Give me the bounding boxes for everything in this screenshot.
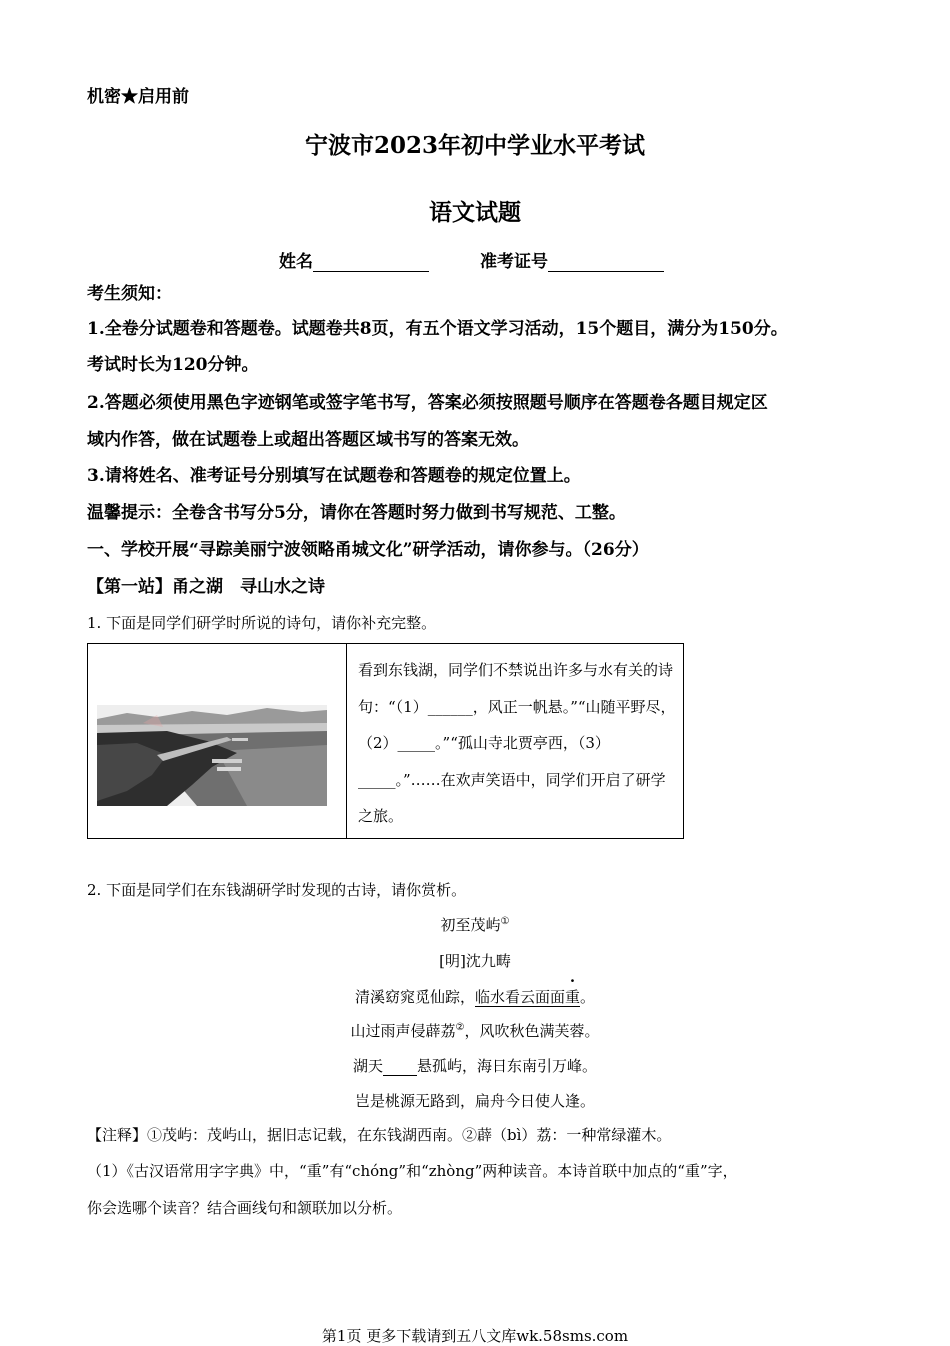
name-label: 姓名 (279, 252, 313, 272)
poem-line-1-b: 临水看云面面 (474, 988, 565, 1006)
dotted-character: 重 (565, 988, 581, 1006)
writing-tip: 温馨提示：全卷含书写分5分，请你在答题时努力做到书写规范、工整。 (87, 503, 626, 523)
instruction-2-line-2: 域内作答，做在试题卷上或超出答题区域书写的答案无效。 (87, 430, 529, 450)
section-1-heading: 一、学校开展“寻踪美丽宁波领略甬城文化”研学活动，请你参与。（26分） (87, 540, 649, 560)
poem-line-2-a: 山过雨声侵薜荔 (350, 1022, 456, 1040)
poem-underlined-line (475, 988, 580, 1007)
poem-line-1 (0, 986, 950, 1007)
instruction-3: 3.请将姓名、准考证号分别填写在试题卷和答题卷的规定位置上。 (87, 466, 581, 486)
poem-title-text: 初至茂屿 (440, 916, 501, 934)
box-divider (346, 644, 347, 838)
exam-id-blank (548, 253, 664, 272)
poem-line-1-d: 。 (580, 988, 596, 1006)
name-field (279, 247, 429, 272)
lake-photo (97, 705, 327, 806)
secret-label: 机密★启用前 (87, 87, 189, 107)
poem-line-2 (0, 1020, 950, 1041)
exam-id-field (480, 247, 664, 272)
poem-title (0, 914, 950, 935)
name-blank (313, 253, 429, 272)
page-title: 宁波市2023年初中学业水平考试 (304, 132, 645, 159)
question-2-1-line-1: （1）《古汉语常用字字典》中，“重”有“chóng”和“zhòng”两种读音。本诗首联中加点的“重”字， (87, 1162, 738, 1180)
poem-line-3-b: 悬孤屿，海日东南引万峰。 (417, 1057, 598, 1075)
poem-blank (383, 1060, 417, 1076)
poem-line-3 (0, 1055, 950, 1076)
instruction-1-line-2: 考试时长为120分钟。 (87, 355, 259, 375)
page-subtitle: 语文试题 (429, 199, 521, 226)
poem-line-4: 岂是桃源无路到，扁舟今日使人逢。 (354, 1092, 595, 1110)
question-1: 1. 下面是同学们研学时所说的诗句，请你补充完整。 (87, 614, 437, 632)
question-2: 2. 下面是同学们在东钱湖研学时发现的古诗，请你赏析。 (87, 881, 467, 899)
station-1-heading: 【第一站】甬之湖 寻山水之诗 (87, 577, 325, 597)
poem-title-note: ① (500, 916, 510, 927)
poem-line-2-note: ② (455, 1022, 465, 1033)
question-1-box (87, 643, 684, 839)
annotation: 【注释】①茂屿：茂屿山，据旧志记载，在东钱湖西南。②薜（bì）荔：一种常绿灌木。 (87, 1126, 672, 1144)
poem-line-1-a: 清溪窈窕觅仙踪， (354, 988, 475, 1006)
instruction-1-line-1: 1.全卷分试题卷和答题卷。试题卷共8页，有五个语文学习活动，15个题目，满分为150分。 (87, 319, 788, 339)
poem-line-2-b: ，风吹秋色满芙蓉。 (464, 1022, 600, 1040)
poem-author: [明]沈九畴 (439, 952, 511, 970)
instructions-heading: 考生须知： (87, 284, 172, 304)
page-footer: 第1页 更多下载请到五八文库wk.58sms.com (321, 1327, 629, 1345)
instruction-2-line-1: 2.答题必须使用黑色字迹钢笔或签字笔书写，答案必须按照题号顺序在答题卷各题目规定区 (87, 393, 768, 413)
exam-id-label: 准考证号 (480, 252, 548, 272)
question-1-passage: 看到东钱湖，同学们不禁说出许多与水有关的诗句：“（1）______，风正一帆悬。”“山随平野尽，（2）_____。”“孤山寺北贾亭西，（3）_____。”……在欢声笑语中，同学们开启了研学之旅。 (358, 661, 676, 825)
lake-photo-image (97, 705, 327, 806)
question-2-1-line-2: 你会选哪个读音？结合画线句和颔联加以分析。 (87, 1199, 403, 1217)
poem-line-3-a: 湖天 (352, 1057, 383, 1075)
